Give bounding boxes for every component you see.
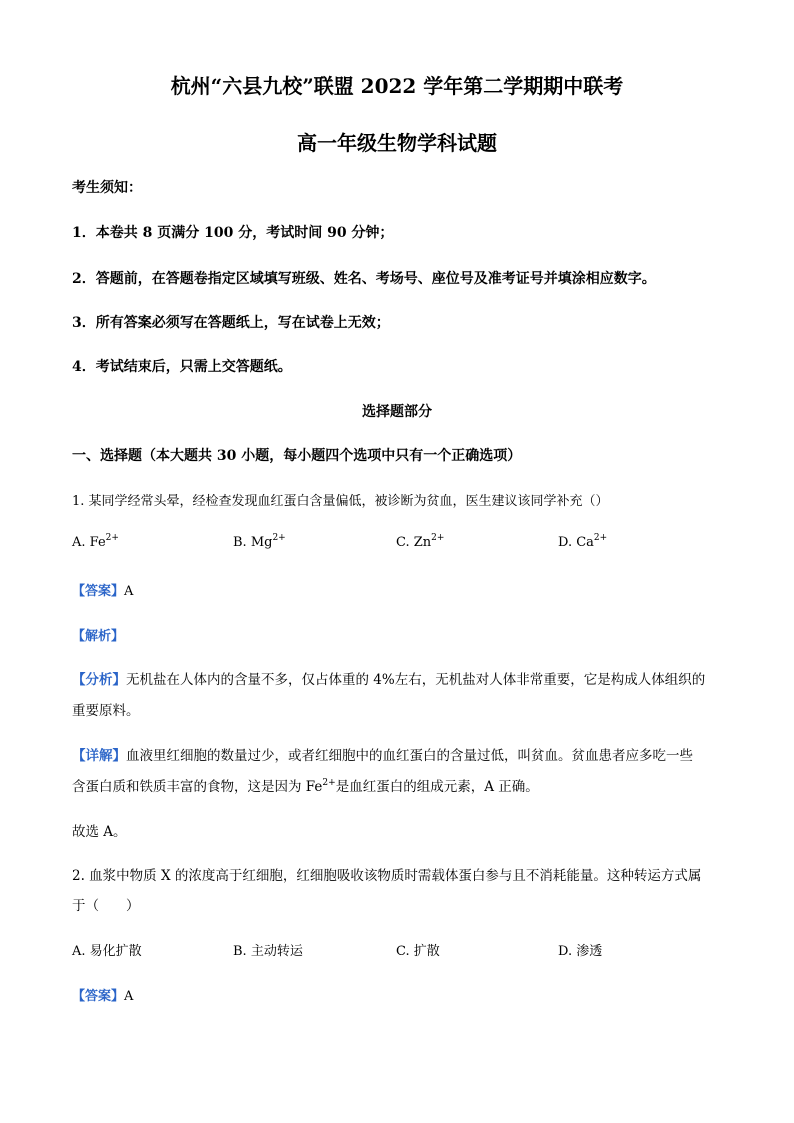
q1-option-d: D. $Ca^{2+}$	[558, 533, 608, 550]
q1-analysis-para1: 【分析】无机盐在人体内的含量不多，仅占体重的 4%左右，无机盐对人体非常重要，它是构成人体组织的	[72, 672, 706, 688]
question-2-stem: 2. 血浆中物质 X 的浓度高于红细胞，红细胞吸收该物质时需载体蛋白参与且不消耗能量。这种转运方式属	[72, 868, 702, 884]
q2-answer: 【答案】A	[72, 989, 134, 1004]
notice-item: 2．答题前，在答题卷指定区域填写班级、姓名、考场号、座位号及准考证号并填涂相应数字。	[72, 271, 656, 287]
q1-analysis-para1-cont: 重要原料。	[72, 703, 140, 719]
section-title: 选择题部分	[362, 404, 432, 420]
q2-option-d: D. 渗透	[558, 944, 603, 959]
q2-option-b: B. 主动转运	[233, 944, 303, 959]
q1-answer: 【答案】A	[72, 584, 134, 599]
question-2-stem-cont: 于（ ）	[72, 898, 140, 914]
exam-title: 杭州“六县九校”联盟 2022 学年第二学期期中联考	[170, 74, 624, 98]
q1-analysis-tag: 【解析】	[72, 629, 125, 644]
q1-option-b: B. $Mg^{2+}$	[233, 533, 286, 550]
notice-item: 4．考试结束后，只需上交答题纸。	[72, 359, 292, 375]
notice-heading: 考生须知：	[72, 180, 142, 196]
q2-option-c: C. 扩散	[396, 944, 440, 959]
q1-detail-para-cont: 含蛋白质和铁质丰富的食物，这是因为 $Fe^{2+}$是血红蛋白的组成元素，A 正确。	[72, 778, 539, 795]
q2-option-a: A. 易化扩散	[72, 944, 142, 959]
q1-option-a: A. $Fe^{2+}$	[72, 533, 119, 550]
exam-subtitle: 高一年级生物学科试题	[297, 131, 497, 155]
notice-item: 3．所有答案必须写在答题纸上，写在试卷上无效；	[72, 315, 390, 331]
notice-item: 1．本卷共 8 页满分 100 分，考试时间 90 分钟；	[72, 225, 394, 241]
q1-detail-para: 【详解】血液里红细胞的数量过少，或者红细胞中的血红蛋白的含量过低，叫贫血。贫血患者应多吃一些	[72, 748, 693, 764]
question-1-stem: 1. 某同学经常头晕，经检查发现血红蛋白含量偏低，被诊断为贫血，医生建议该同学补充（）	[72, 494, 609, 509]
answer-tag: 【答案】	[72, 989, 125, 1004]
q1-conclusion: 故选 A。	[72, 824, 127, 840]
q1-option-c: C. $Zn^{2+}$	[396, 533, 445, 550]
answer-tag: 【答案】	[72, 584, 125, 599]
section-heading: 一、选择题（本大题共 30 小题，每小题四个选项中只有一个正确选项）	[72, 448, 522, 464]
